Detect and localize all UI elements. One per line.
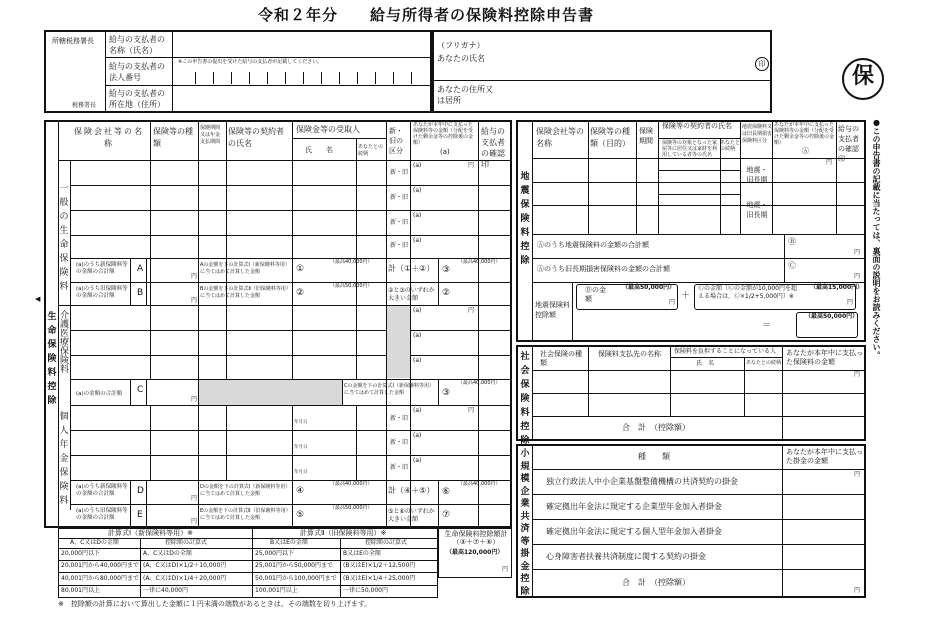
row-a-label: (a)のうち新保険料等の金額の合計額 bbox=[76, 262, 128, 275]
life-total-yen: 円 bbox=[502, 566, 509, 573]
quake-b-amount: Ⓑの金額 bbox=[585, 286, 606, 303]
life-total-max: （最高120,000円） bbox=[446, 549, 504, 556]
n7: ⑦ bbox=[442, 510, 451, 520]
your-address-label: あなたの住所又は居所 bbox=[437, 85, 493, 105]
formula2-r2b: (B又はE)×1/4＋25,000円 bbox=[343, 575, 416, 582]
formula2-r0b: B又はEの全額 bbox=[343, 550, 381, 557]
row-b-label: (a)のうち旧保険料等の金額の合計額 bbox=[76, 286, 128, 299]
quake-class-2[interactable]: 地震・旧長期 bbox=[746, 201, 768, 219]
calc-old: Bの金額を下の計算式Ⅱ（旧保険料等用）に当てはめて計算した金額 bbox=[200, 286, 291, 299]
life-marker: ◀ bbox=[35, 295, 41, 303]
formula-h2b: 控除額の計算式 bbox=[365, 539, 408, 546]
formula1-r1b: (A、C又はD)×1/2＋10,000円 bbox=[143, 562, 227, 569]
life-col-recipient: 保険金等の受取人 bbox=[296, 125, 360, 134]
row-c-letter: C bbox=[137, 385, 144, 395]
n3: ③ bbox=[442, 265, 451, 275]
general-newold-2[interactable]: 新・旧 bbox=[390, 194, 409, 201]
quake-max15: （最高15,000円） bbox=[810, 284, 864, 291]
row-c-yen: 円 bbox=[191, 396, 198, 403]
quake-col-amount-a: Ⓐ bbox=[802, 147, 809, 155]
pension-newold-2[interactable]: 新・旧 bbox=[390, 439, 409, 446]
pension-label: 個人年金保険料 bbox=[59, 412, 69, 506]
formula1-r0b: A、C又はDの全額 bbox=[143, 550, 192, 557]
quake-max50: （最高50,000円） bbox=[622, 284, 676, 291]
pension-a-2: (a) bbox=[413, 432, 422, 439]
quake-plus: ＋ bbox=[681, 291, 691, 301]
formula2-r1a: 25,001円から50,000円まで bbox=[255, 562, 333, 569]
seal-mark: 印 bbox=[755, 57, 769, 71]
pension-dates-3: 年月日 bbox=[294, 470, 308, 475]
quake-row-b-yen: 円 bbox=[854, 249, 861, 256]
row-b-yen: 円 bbox=[191, 297, 198, 304]
calc-d: Dの金額を下の計算式Ⅰ（新保険料等用）に当てはめて計算した金額 bbox=[200, 484, 291, 497]
formula1-r0a: 20,000円以下 bbox=[61, 550, 100, 557]
quake-deduction-label: 地震保険料控除額 bbox=[535, 301, 570, 319]
care-yen: 円 bbox=[468, 307, 475, 314]
row-a-letter: A bbox=[137, 264, 144, 274]
social-section-label: 社会保険料控除 bbox=[520, 352, 530, 446]
quake-class-1[interactable]: 地震・旧長期 bbox=[746, 166, 768, 184]
furigana-label: （フリガナ） bbox=[437, 41, 485, 50]
row-b-letter: B bbox=[137, 288, 144, 298]
payer-number-note: ※この申告書の提出を受けた給与の支払者が記載してください。 bbox=[178, 59, 323, 65]
life-col-type: 保険等の種類 bbox=[153, 127, 193, 148]
row-d-letter: D bbox=[137, 486, 144, 496]
n1: ① bbox=[296, 264, 305, 274]
pension-newold-1[interactable]: 新・旧 bbox=[390, 415, 409, 422]
small-biz-section bbox=[516, 444, 866, 598]
life-section-label: 生命保険料控除 bbox=[47, 312, 57, 406]
small-biz-total-yen: 円 bbox=[854, 587, 861, 594]
quake-c-yen: 円 bbox=[847, 299, 854, 306]
n5: ⑤ bbox=[296, 510, 305, 520]
social-col-name: 氏 名 bbox=[696, 360, 715, 367]
quake-equals: ＝ bbox=[762, 321, 772, 331]
pension-yen: 円 bbox=[468, 407, 475, 414]
c-shade bbox=[199, 380, 342, 405]
life-col-period: 保険期間又は年金支払期間 bbox=[200, 125, 221, 145]
life-col-confirm: 給与の支払者の確認印 bbox=[481, 127, 505, 169]
quake-col-insured: 保険等の対象となった家屋等に居住又は家財を利用している者等の氏名 bbox=[662, 140, 718, 158]
general-newold-1[interactable]: 新・旧 bbox=[390, 169, 409, 176]
max40-2: （最高40,000円） bbox=[458, 259, 501, 265]
formula-title-1: 計算式Ⅰ（新保険料等用）※ bbox=[108, 529, 193, 537]
social-col-relation: あなたとの続柄 bbox=[746, 360, 782, 366]
formula-h1b: 控除額の計算式 bbox=[165, 539, 208, 546]
general-a-1: (a) bbox=[413, 162, 422, 169]
formula2-r2a: 50,001円から100,000円まで bbox=[255, 575, 337, 582]
general-newold-4[interactable]: 新・旧 bbox=[390, 242, 409, 249]
quake-section-label: 地震保険料控除 bbox=[520, 172, 530, 266]
quake-row-b-mark: Ⓑ bbox=[788, 237, 796, 246]
n4: ④ bbox=[296, 486, 305, 496]
formula-h1a: A、C又はDの金額 bbox=[70, 539, 119, 546]
formula-title-2: 計算式Ⅱ（旧保険料等用）※ bbox=[300, 529, 387, 537]
general-newold-3[interactable]: 新・旧 bbox=[390, 219, 409, 226]
tax-office-suffix: 税務署長 bbox=[72, 102, 97, 109]
larger56: ⑤と⑥のいずれか大きい金額 bbox=[388, 508, 435, 523]
row-e-label: (a)のうち旧保険料等の金額の合計額 bbox=[76, 508, 128, 521]
calc-c: Cの金額を下の計算式Ⅰ（新保険料等用）に当てはめて計算した金額 bbox=[344, 383, 434, 396]
quake-col-amount: あなたが本年中に支払った保険料等の金額（分配を受けた剰余金等の控除後の金額） bbox=[774, 122, 835, 146]
max50-1: （最高50,000円） bbox=[330, 283, 373, 289]
your-name-label: あなたの氏名 bbox=[437, 54, 485, 63]
quake-row-c: Ⓐのうち旧長期損害保険料の金額の合計額 bbox=[537, 265, 670, 273]
formula2-r3a: 100,001円以上 bbox=[255, 587, 298, 594]
pension-dates-2: 年月日 bbox=[294, 445, 308, 450]
small-biz-row-0: 独立行政法人中小企業基盤整備機構の共済契約の掛金 bbox=[546, 477, 738, 486]
quake-c-calc: Ⓒの金額（Ⓒの金額が10,000円を超える場合は、Ⓒ×1/2+5,000円）※ bbox=[698, 285, 797, 300]
small-biz-col-amount: あなたが本年中に支払った掛金の金額 bbox=[786, 448, 863, 465]
pension-newold-3[interactable]: 新・旧 bbox=[390, 464, 409, 471]
life-col-company: 保険会社等の名称 bbox=[74, 127, 144, 148]
row-d-label: (a)のうち新保険料等の金額の合計額 bbox=[76, 484, 128, 497]
social-total: 合 計 （控除額） bbox=[622, 423, 690, 432]
life-col-amount: あなたが本年中に支払った保険料等の金額（分配を受けた剰余金等の控除後の金額） bbox=[413, 122, 474, 146]
tax-office-label: 所轄税務署長 bbox=[52, 37, 94, 45]
quake-yen-1: 円 bbox=[826, 159, 833, 166]
general-a-3: (a) bbox=[413, 212, 422, 219]
formula2-r1b: (B又はE)×1/2＋12,500円 bbox=[343, 562, 416, 569]
small-biz-section-label: 小規模企業共済等掛金控除 bbox=[520, 449, 530, 597]
quake-col-relation: あなたとの続柄 bbox=[720, 140, 741, 152]
social-col-amount: あなたが本年中に支払った保険料の金額 bbox=[786, 349, 863, 366]
payer-name-label: 給与の支払者の名称（氏名） bbox=[109, 35, 165, 55]
life-total-label: 生命保険料控除額計（③＋⑦＋⑥） bbox=[444, 530, 508, 546]
max40-5: （最高40,000円） bbox=[458, 481, 501, 487]
quake-col-company: 保険会社等の名称 bbox=[536, 127, 584, 148]
quake-total-max: （最高50,000円） bbox=[805, 313, 859, 320]
general-yen-1: 円 bbox=[468, 162, 475, 169]
side-note: ●この申告書の記載に当たっては、裏面の説明をお読みください。 bbox=[872, 118, 881, 359]
quake-col-contractor: 保険等の契約者の氏名 bbox=[662, 122, 732, 130]
social-col-payee: 保険料支払先の名称 bbox=[598, 350, 661, 358]
form-title: 令和２年分 給与所得者の保険料控除申告書 bbox=[258, 6, 595, 24]
formula2-r3b: 一律に50,000円 bbox=[343, 587, 388, 594]
sum45: 計（④＋⑤） bbox=[388, 486, 435, 495]
calc-e: Eの金額を下の計算式Ⅱ（旧保険料等用）に当てはめて計算した金額 bbox=[200, 508, 291, 521]
formula1-r3b: 一律に40,000円 bbox=[143, 587, 188, 594]
small-biz-row-1: 確定拠出年金法に規定する企業型年金加入者掛金 bbox=[546, 502, 722, 511]
max40-4: （最高40,000円） bbox=[330, 481, 373, 487]
quake-row-c-yen: 円 bbox=[854, 273, 861, 280]
row-e-letter: E bbox=[137, 510, 143, 520]
formula1-r2a: 40,001円から80,000円まで bbox=[61, 575, 139, 582]
n2: ② bbox=[296, 288, 305, 298]
general-label: 一般の生命保険料 bbox=[59, 184, 69, 292]
life-col-relation: あなたとの続柄 bbox=[358, 144, 384, 157]
general-a-4: (a) bbox=[413, 237, 422, 244]
insurance-badge: 保 bbox=[842, 58, 884, 100]
quake-row-c-mark: Ⓒ bbox=[788, 261, 796, 270]
pension-dates-1: 年月日 bbox=[294, 420, 308, 425]
life-col-amount-a: (a) bbox=[440, 148, 450, 156]
row-a-yen: 円 bbox=[191, 273, 198, 280]
formula1-r2b: (A、C又はD)×1/4＋20,000円 bbox=[143, 575, 227, 582]
social-col-type: 社会保険の種類 bbox=[540, 350, 582, 367]
life-col-recipient-name: 氏 名 bbox=[305, 146, 333, 154]
payer-number-label: 給与の支払者の法人番号 bbox=[109, 62, 165, 82]
row-c-label: (a)の金額の合計額 bbox=[76, 391, 123, 397]
pension-a-3: (a) bbox=[413, 457, 422, 464]
formula2-r0a: 25,000円以下 bbox=[255, 550, 294, 557]
life-col-newold: 新・旧の区分 bbox=[389, 127, 403, 155]
payer-number-boxes[interactable] bbox=[180, 68, 430, 84]
n-care: ③ bbox=[442, 388, 451, 398]
small-biz-yen: 円 bbox=[854, 471, 861, 478]
small-biz-total: 合 計 （控除額） bbox=[622, 578, 690, 587]
max40-1: （最高40,000円） bbox=[330, 259, 373, 265]
care-a-3: (a) bbox=[413, 357, 422, 364]
care-a-2: (a) bbox=[413, 332, 422, 339]
small-biz-col-type: 種 類 bbox=[638, 452, 670, 461]
calc-new: Aの金額を下の計算式Ⅰ（新保険料等用）に当てはめて計算した金額 bbox=[200, 262, 290, 275]
payer-address-label: 給与の支払者の所在地（住所） bbox=[109, 89, 165, 109]
formula1-r1a: 20,001円から40,000円まで bbox=[61, 562, 139, 569]
life-col-contractor: 保険等の契約者の氏名 bbox=[228, 127, 284, 148]
quake-b-yen: 円 bbox=[669, 299, 676, 306]
n-life-b: ② bbox=[442, 288, 451, 298]
n6: ⑥ bbox=[442, 487, 451, 497]
quake-col-type: 保険等の種類（目的） bbox=[590, 127, 630, 148]
care-label: 介護医療保険料 bbox=[60, 311, 70, 375]
small-biz-row-2: 確定拠出年金法に規定する個人型年金加入者掛金 bbox=[546, 527, 722, 536]
general-a-2: (a) bbox=[413, 187, 422, 194]
max40-3: （最高40,000円） bbox=[458, 380, 501, 386]
quake-col-class: 地震保険料又は旧長期損害保険料区分 bbox=[742, 124, 773, 144]
formula-h2a: B又はEの金額 bbox=[270, 539, 308, 546]
quake-col-period: 保険期間 bbox=[639, 127, 653, 145]
small-biz-row-3: 心身障害者扶養共済制度に関する契約の掛金 bbox=[546, 552, 706, 561]
social-yen: 円 bbox=[854, 371, 861, 378]
larger23: ②と③のいずれか大きい金額 bbox=[388, 287, 435, 302]
row-d-yen: 円 bbox=[191, 495, 198, 502]
formula-footnote: ※ 控除額の計算において算出した金額に１円未満の端数があるときは、その端数を切り上げます。 bbox=[58, 600, 372, 608]
sum12: 計（①＋②） bbox=[388, 264, 435, 273]
formula1-r3a: 80,001円以上 bbox=[61, 587, 100, 594]
quake-row-b: Ⓐのうち地震保険料の金額の合計額 bbox=[537, 241, 649, 249]
row-e-yen: 円 bbox=[191, 518, 198, 525]
care-a-1: (a) bbox=[413, 307, 422, 314]
life-section bbox=[44, 120, 512, 528]
social-col-burden: 保険料を負担することになっている人 bbox=[674, 348, 777, 355]
max50-2: （最高50,000円） bbox=[330, 505, 373, 511]
pension-a-1: (a) bbox=[413, 407, 422, 414]
care-shade bbox=[387, 306, 410, 378]
quake-col-confirm: 給与の支払者の確認印 bbox=[838, 125, 859, 163]
